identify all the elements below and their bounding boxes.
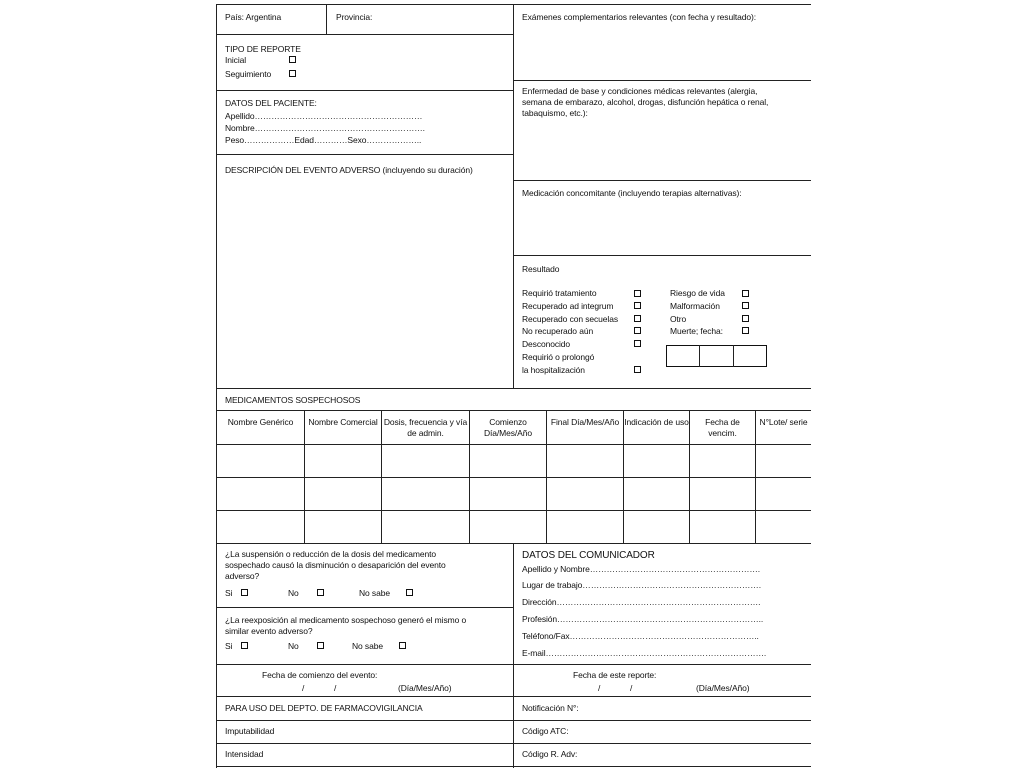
drugs-header-generic-name: Nombre Genérico [227, 417, 294, 427]
drugs-header-expiry: Fecha de vencim. [705, 417, 740, 438]
reporter-title: DATOS DEL COMUNICADOR [522, 550, 655, 561]
drugs-header-start: Comienzo Día/Mes/Año [483, 417, 533, 438]
result-option-checkbox[interactable] [634, 290, 641, 297]
column-divider-top [513, 4, 514, 388]
report-date-label: Fecha de este reporte: [573, 670, 657, 680]
reporter-profession-field[interactable]: Profesión……………………………………………………………….. [522, 614, 764, 624]
drugs-table-row-line [216, 477, 811, 478]
result-option-checkbox[interactable] [634, 327, 641, 334]
divider [216, 34, 513, 35]
report-type-title: TIPO DE REPORTE [225, 44, 301, 54]
result-option-label: Recuperado con secuelas [522, 314, 618, 324]
adverse-reaction-code-label: Código R. Adv: [522, 749, 578, 759]
divider [216, 696, 811, 697]
date-slash: / [334, 683, 337, 693]
divider [513, 255, 811, 256]
date-slash: / [302, 683, 305, 693]
reporter-name-field[interactable]: Apellido y Nombre……………………………………………………. [522, 564, 761, 574]
patient-weight-age-sex-field[interactable]: Peso………………Edad…………Sexo……………….. [225, 135, 422, 145]
divider [216, 766, 811, 767]
drugs-header-indication: Indicación de uso [624, 417, 689, 427]
question-reexposure: ¿La reexposición al medicamento sospechoso generó el mismo o similar evento adverso? [225, 615, 467, 636]
q1-yes-label: Si [225, 588, 233, 598]
result-title: Resultado [522, 264, 560, 274]
drugs-table-top [216, 410, 811, 411]
drugs-table-col-line [623, 410, 624, 543]
country-province-divider [326, 4, 327, 34]
drugs-table-header-bottom [216, 444, 811, 445]
result-option-checkbox[interactable] [742, 290, 749, 297]
border-left [216, 4, 217, 768]
q2-no-label: No [288, 641, 299, 651]
drugs-table-row-line [216, 510, 811, 511]
result-option-label: No recuperado aún [522, 326, 594, 336]
death-date-divider [699, 345, 700, 367]
q2-unknown-label: No sabe [352, 641, 383, 651]
q1-no-checkbox[interactable] [317, 589, 324, 596]
reporter-workplace-field[interactable]: Lugar de trabajo………………………………………………………. [522, 580, 761, 590]
drugs-header-brand-name: Nombre Comercial [308, 417, 378, 427]
q1-no-label: No [288, 588, 299, 598]
suspected-drugs-title: MEDICAMENTOS SOSPECHOSOS [225, 395, 361, 405]
result-option-label: Recuperado ad integrum [522, 301, 614, 311]
result-option-label: Desconocido [522, 339, 571, 349]
report-type-initial-label: Inicial [225, 55, 247, 65]
result-option-label: Requirió o prolongó [522, 352, 595, 362]
drugs-table-col-line [304, 410, 305, 543]
q2-no-checkbox[interactable] [317, 642, 324, 649]
report-date-format: (Día/Mes/Año) [696, 683, 750, 693]
reporter-email-field[interactable]: E-mail……………………………………………………………………. [522, 648, 767, 658]
question-dose-reduction: ¿La suspensión o reducción de la dosis del medicamento sospechado causó la disminución o desaparición del evento adverso? [225, 549, 446, 581]
death-date-box[interactable] [666, 345, 767, 367]
date-slash: / [630, 683, 633, 693]
patient-name-field[interactable]: Nombre……………………………………………………. [225, 123, 425, 133]
divider [513, 180, 811, 181]
divider [216, 90, 513, 91]
divider [216, 388, 811, 389]
event-description-title: DESCRIPCIÓN DEL EVENTO ADVERSO (incluyendo su duración) [225, 165, 473, 175]
event-start-date-label: Fecha de comienzo del evento: [262, 670, 378, 680]
date-slash: / [598, 683, 601, 693]
result-option-checkbox[interactable] [634, 366, 641, 373]
notification-number-label: Notificación N°: [522, 703, 579, 713]
q1-unknown-label: No sabe [359, 588, 390, 598]
result-option-label: Muerte; fecha: [670, 326, 723, 336]
result-option-checkbox[interactable] [742, 302, 749, 309]
country-label: País: Argentina [225, 12, 282, 22]
divider [216, 607, 513, 608]
province-label: Provincia: [336, 12, 373, 22]
result-option-checkbox[interactable] [634, 315, 641, 322]
concomitant-medication-label: Medicación concomitante (incluyendo terapias alternativas): [522, 188, 742, 198]
q2-unknown-checkbox[interactable] [399, 642, 406, 649]
patient-title: DATOS DEL PACIENTE: [225, 98, 317, 108]
q2-yes-label: Si [225, 641, 233, 651]
pharmacovigilance-title: PARA USO DEL DEPTO. DE FARMACOVIGILANCIA [225, 703, 423, 713]
drugs-header-dose: Dosis, frecuencia y vía de admin. [383, 417, 468, 438]
result-option-label: Riesgo de vida [670, 288, 725, 298]
imputability-label: Imputabilidad [225, 726, 275, 736]
divider [513, 80, 811, 81]
reporter-address-field[interactable]: Dirección………………………………………………………………. [522, 597, 761, 607]
exams-label: Exámenes complementarios relevantes (con fecha y resultado): [522, 12, 757, 22]
q1-yes-checkbox[interactable] [241, 589, 248, 596]
report-type-followup-label: Seguimiento [225, 69, 272, 79]
result-option-checkbox[interactable] [634, 302, 641, 309]
q1-unknown-checkbox[interactable] [406, 589, 413, 596]
drugs-table-col-line [755, 410, 756, 543]
q2-yes-checkbox[interactable] [241, 642, 248, 649]
divider [216, 743, 811, 744]
result-option-label: Requirió tratamiento [522, 288, 597, 298]
result-option-label: Otro [670, 314, 687, 324]
adverse-event-report-form [216, 4, 811, 768]
patient-surname-field[interactable]: Apellido…………………………………………………… [225, 111, 423, 121]
intensity-label: Intensidad [225, 749, 264, 759]
drugs-header-end: Final Día/Mes/Año [550, 417, 620, 427]
divider [216, 154, 513, 155]
drugs-table-col-line [546, 410, 547, 543]
base-disease-label: Enfermedad de base y condiciones médicas relevantes (alergia, semana de embarazo, alcohol, drogas, disfunción hepática o renal, tabaquismo, etc.): [522, 86, 769, 118]
column-divider-bottom [513, 543, 514, 768]
death-date-divider [733, 345, 734, 367]
report-type-followup-checkbox[interactable] [289, 70, 296, 77]
drugs-header-lot: N°Lote/ serie [759, 417, 808, 427]
result-option-label: la hospitalización [522, 365, 585, 375]
report-type-initial-checkbox[interactable] [289, 56, 296, 63]
result-option-checkbox[interactable] [742, 315, 749, 322]
atc-code-label: Código ATC: [522, 726, 569, 736]
result-option-label: Malformación [670, 301, 720, 311]
result-option-checkbox[interactable] [634, 340, 641, 347]
reporter-phone-field[interactable]: Teléfono/Fax………………………………………………………….. [522, 631, 759, 641]
divider [216, 720, 811, 721]
event-date-format: (Día/Mes/Año) [398, 683, 452, 693]
result-option-checkbox[interactable] [742, 327, 749, 334]
divider [216, 664, 811, 665]
